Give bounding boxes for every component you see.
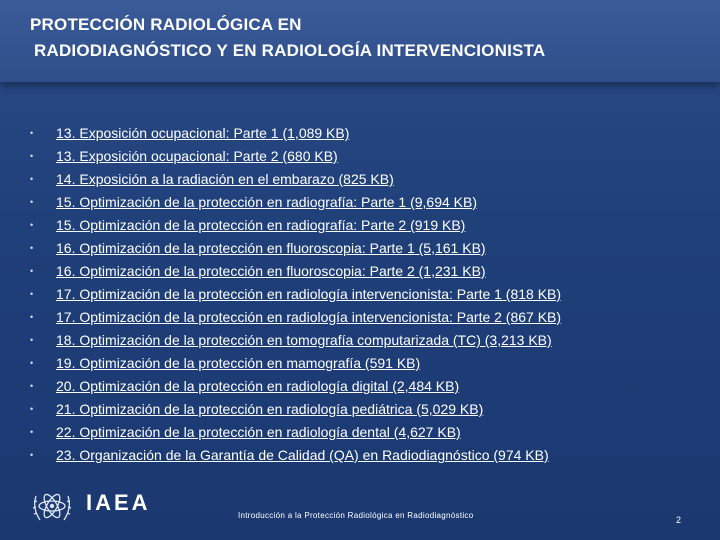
bullet-icon: • bbox=[30, 335, 34, 345]
module-link[interactable]: 22. Optimización de la protección en radiología dental (4,627 KB) bbox=[56, 424, 461, 440]
bullet-icon: • bbox=[30, 220, 34, 230]
slide-title-line-1: PROTECCIÓN RADIOLÓGICA EN bbox=[30, 15, 302, 34]
bullet-icon: • bbox=[30, 128, 34, 138]
list-item bbox=[30, 237, 690, 260]
list-item bbox=[30, 398, 690, 421]
bullet-icon: • bbox=[30, 381, 34, 391]
slide-title-line-2: RADIODIAGNÓSTICO Y EN RADIOLOGÍA INTERVENCIONISTA bbox=[34, 41, 546, 60]
module-link[interactable]: 14. Exposición a la radiación en el embarazo (825 KB) bbox=[56, 171, 394, 187]
list-item bbox=[30, 421, 690, 444]
bullet-icon: • bbox=[30, 266, 34, 276]
module-link[interactable]: 13. Exposición ocupacional: Parte 2 (680 KB) bbox=[56, 148, 338, 164]
slide-header bbox=[0, 0, 720, 82]
list-item bbox=[30, 329, 690, 352]
bullet-icon: • bbox=[30, 197, 34, 207]
list-item bbox=[30, 444, 690, 467]
organization-name: IAEA bbox=[86, 490, 151, 515]
module-link[interactable]: 16. Optimización de la protección en fluoroscopia: Parte 2 (1,231 KB) bbox=[56, 263, 486, 279]
iaea-atom-laurel-icon bbox=[28, 482, 76, 530]
slide-title bbox=[30, 12, 690, 64]
bullet-icon: • bbox=[30, 358, 34, 368]
module-link[interactable]: 13. Exposición ocupacional: Parte 1 (1,089 KB) bbox=[56, 125, 350, 141]
course-title: Introducción a la Protección Radiológica en Radiodiagnóstico bbox=[238, 511, 474, 520]
module-link[interactable]: 15. Optimización de la protección en radiografía: Parte 2 (919 KB) bbox=[56, 217, 466, 233]
module-link[interactable]: 17. Optimización de la protección en radiología intervencionista: Parte 1 (818 KB) bbox=[56, 286, 562, 302]
module-link-list bbox=[30, 122, 690, 467]
page-number: 2 bbox=[676, 515, 682, 525]
list-item bbox=[30, 168, 690, 191]
module-link[interactable]: 18. Optimización de la protección en tomografía computarizada (TC) (3,213 KB) bbox=[56, 332, 552, 348]
bullet-icon: • bbox=[30, 450, 34, 460]
bullet-icon: • bbox=[30, 243, 34, 253]
list-item bbox=[30, 375, 690, 398]
module-link[interactable]: 17. Optimización de la protección en radiología intervencionista: Parte 2 (867 KB) bbox=[56, 309, 562, 325]
list-item bbox=[30, 352, 690, 375]
bullet-icon: • bbox=[30, 174, 34, 184]
module-link[interactable]: 21. Optimización de la protección en radiología pediátrica (5,029 KB) bbox=[56, 401, 484, 417]
bullet-icon: • bbox=[30, 427, 34, 437]
list-item bbox=[30, 214, 690, 237]
list-item bbox=[30, 145, 690, 168]
module-link[interactable]: 20. Optimización de la protección en radiología digital (2,484 KB) bbox=[56, 378, 460, 394]
module-link[interactable]: 19. Optimización de la protección en mamografía (591 KB) bbox=[56, 355, 421, 371]
list-item bbox=[30, 306, 690, 329]
bullet-icon: • bbox=[30, 151, 34, 161]
module-link[interactable]: 16. Optimización de la protección en fluoroscopia: Parte 1 (5,161 KB) bbox=[56, 240, 486, 256]
list-item bbox=[30, 283, 690, 306]
bullet-icon: • bbox=[30, 312, 34, 322]
list-item bbox=[30, 122, 690, 145]
module-link[interactable]: 15. Optimización de la protección en radiografía: Parte 1 (9,694 KB) bbox=[56, 194, 478, 210]
module-link[interactable]: 23. Organización de la Garantía de Calidad (QA) en Radiodiagnóstico (974 KB) bbox=[56, 447, 549, 463]
slide-footer bbox=[0, 478, 720, 540]
list-item bbox=[30, 260, 690, 283]
bullet-icon: • bbox=[30, 289, 34, 299]
list-item bbox=[30, 191, 690, 214]
bullet-icon: • bbox=[30, 404, 34, 414]
